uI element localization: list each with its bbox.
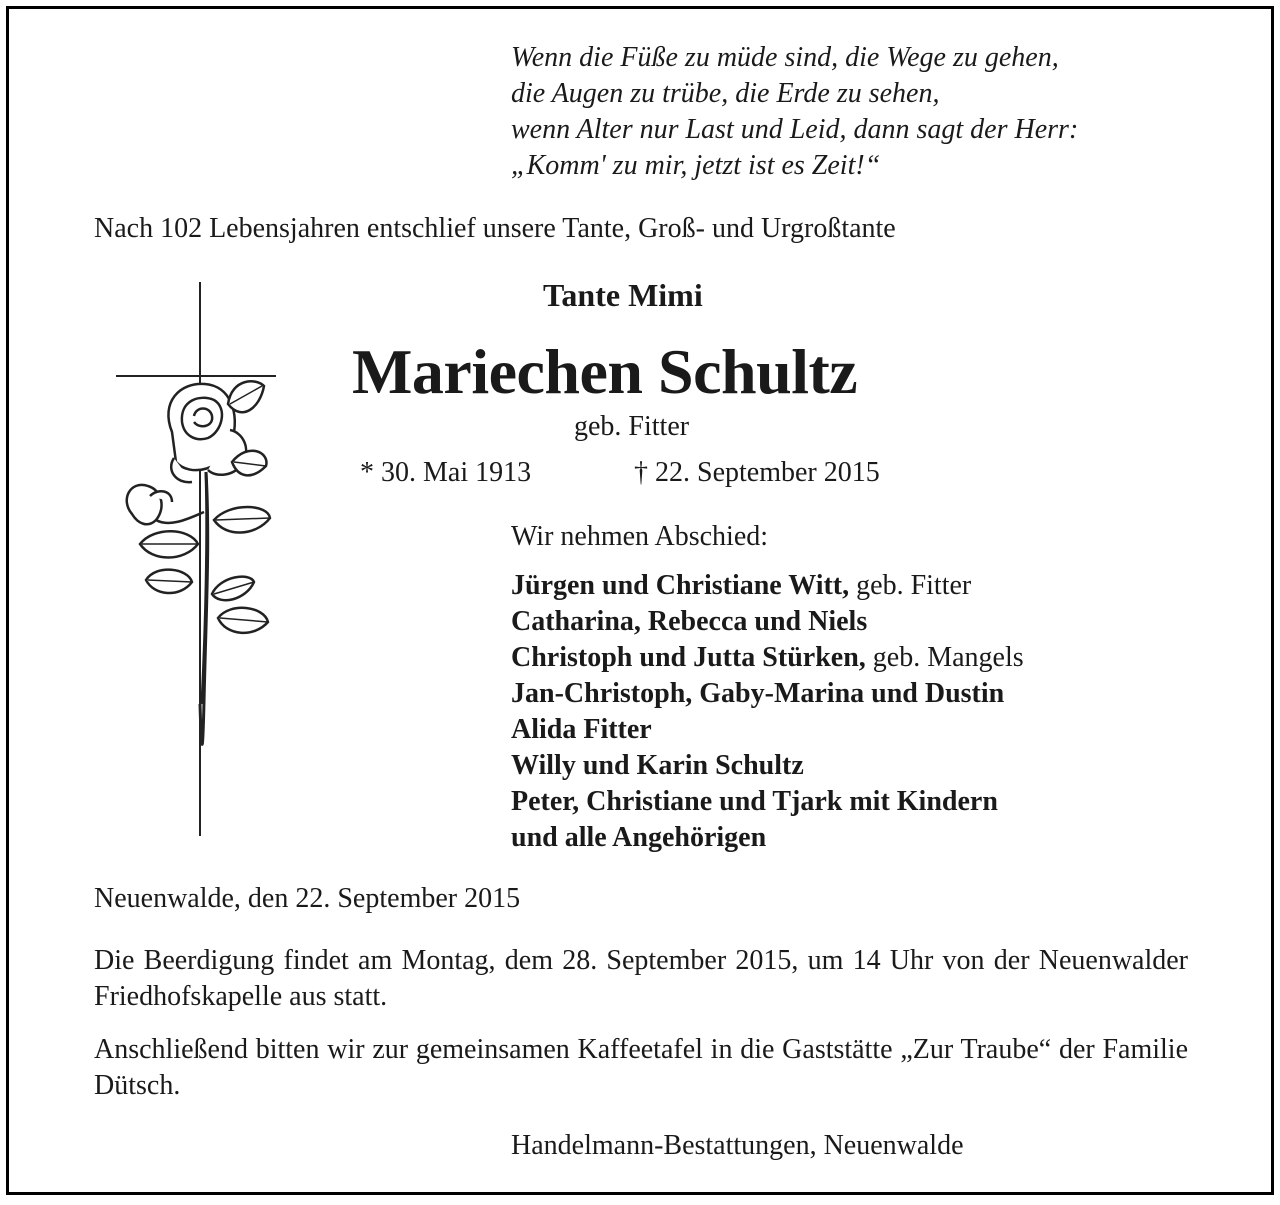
poem (511, 40, 1078, 184)
coffee-info: Anschließend bitten wir zur gemeinsamen Kaffeetafel in die Gaststätte „Zur Traube“ der Familie Dütsch. (94, 1034, 1188, 1101)
nickname: Tante Mimi (543, 277, 703, 313)
list-item: Willy und Karin Schultz (511, 750, 804, 781)
list-item: Alida Fitter (511, 714, 652, 745)
poem-line: wenn Alter nur Last und Leid, dann sagt der Herr: (511, 114, 1079, 145)
poem-line: die Augen zu trübe, die Erde zu sehen, (511, 78, 940, 109)
deceased-name: Mariechen Schultz (352, 336, 858, 407)
maiden-name: geb. Fitter (574, 411, 690, 442)
farewell-heading: Wir nehmen Abschied: (511, 521, 769, 552)
cross-rose-icon (110, 282, 280, 842)
poem-line: Wenn die Füße zu müde sind, die Wege zu gehen, (511, 42, 1059, 73)
list-item: Peter, Christiane und Tjark mit Kindern (511, 786, 998, 817)
intro-text: Nach 102 Lebensjahren entschlief unsere Tante, Groß- und Urgroßtante (94, 213, 896, 244)
death-date: † 22. September 2015 (634, 457, 880, 488)
poem-line: „Komm' zu mir, jetzt ist es Zeit!“ (511, 150, 881, 181)
undertaker: Handelmann-Bestattungen, Neuenwalde (511, 1130, 964, 1161)
mourners-list (511, 568, 1024, 856)
list-item: Jürgen und Christiane Witt, geb. Fitter (511, 570, 972, 601)
list-item: Christoph und Jutta Stürken, geb. Mangels (511, 642, 1024, 673)
place-date: Neuenwalde, den 22. September 2015 (94, 883, 521, 914)
list-item: Catharina, Rebecca und Niels (511, 606, 868, 637)
list-item: Jan-Christoph, Gaby-Marina und Dustin (511, 678, 1005, 709)
birth-date: * 30. Mai 1913 (360, 457, 532, 488)
funeral-info: Die Beerdigung findet am Montag, dem 28. September 2015, um 14 Uhr von der Neuenwalder Friedhofskapelle aus statt. (94, 945, 1188, 1012)
list-item: und alle Angehörigen (511, 822, 767, 853)
